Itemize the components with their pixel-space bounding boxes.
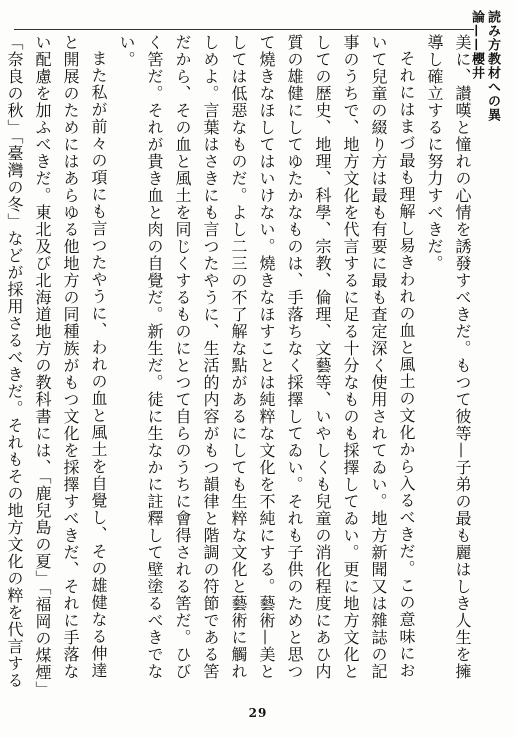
paragraph-2: それにはまづ最も理解し易きわれの血と風土の文化から入るべきだ。この意味において兒童の綴り方は最も有要に最も査定深く使用されてゐい。地方新聞又は雜誌の記事のうちで、地方文化を代言するに足る十分なものも採擇してゐい。更に地方文化としての歴史、地理、科學、宗教、倫理、文藝等、いやしくも兒童の消化程度にあひ内質の雄健にしてゆたかなものは、手落ちなく採擇してゐい。それも子供のためと思つて燒きなほしてはいけない。燒きなほすことは純粹な文化を不純にする。藝術—美としては低惡なものだ。よし二三の不了解な點があるにしても生粹な文化と藝術に觸れしめよ。言葉はさきにも言つたやうに、生活的内容がもつ韻律と階調の符節である筈だから、その血と風土を同じくするものにとつて自らのうちに會得される筈だ。ひびく筈だ。それが貴き血と肉の自覺だ。新生だ。徒に生なかに註釋して壁塗るべきでない。 bbox=[117, 34, 416, 680]
paragraph-3: また私が前々の項にも言つたやうに、われの血と風土を自覺し、その雄健なる伸達と開展のためにはあらゆる他地方の同種族がもつ文化を採擇すべきだ、それに手落ない配慮を加ふべきだ。東北及び北海道地方の教科書には、「鹿兒島の夏」「福岡の煤煙」「奈良の秋」「臺灣の冬」などが採用さるべきだ。それもその地方文化の粹を代言する bbox=[5, 34, 108, 690]
header-rule bbox=[14, 29, 474, 30]
running-head: 読み方教材への異論——櫻井 bbox=[469, 10, 500, 122]
page-number: 29 bbox=[248, 706, 268, 720]
body-text bbox=[5, 34, 476, 694]
paragraph-1: 美に、讃嘆と憧れの心情を誘發すべきだ。もつて彼等—子弟の最も麗はしき人生を擁導し確立するに努力すべきだ。 bbox=[425, 34, 472, 680]
